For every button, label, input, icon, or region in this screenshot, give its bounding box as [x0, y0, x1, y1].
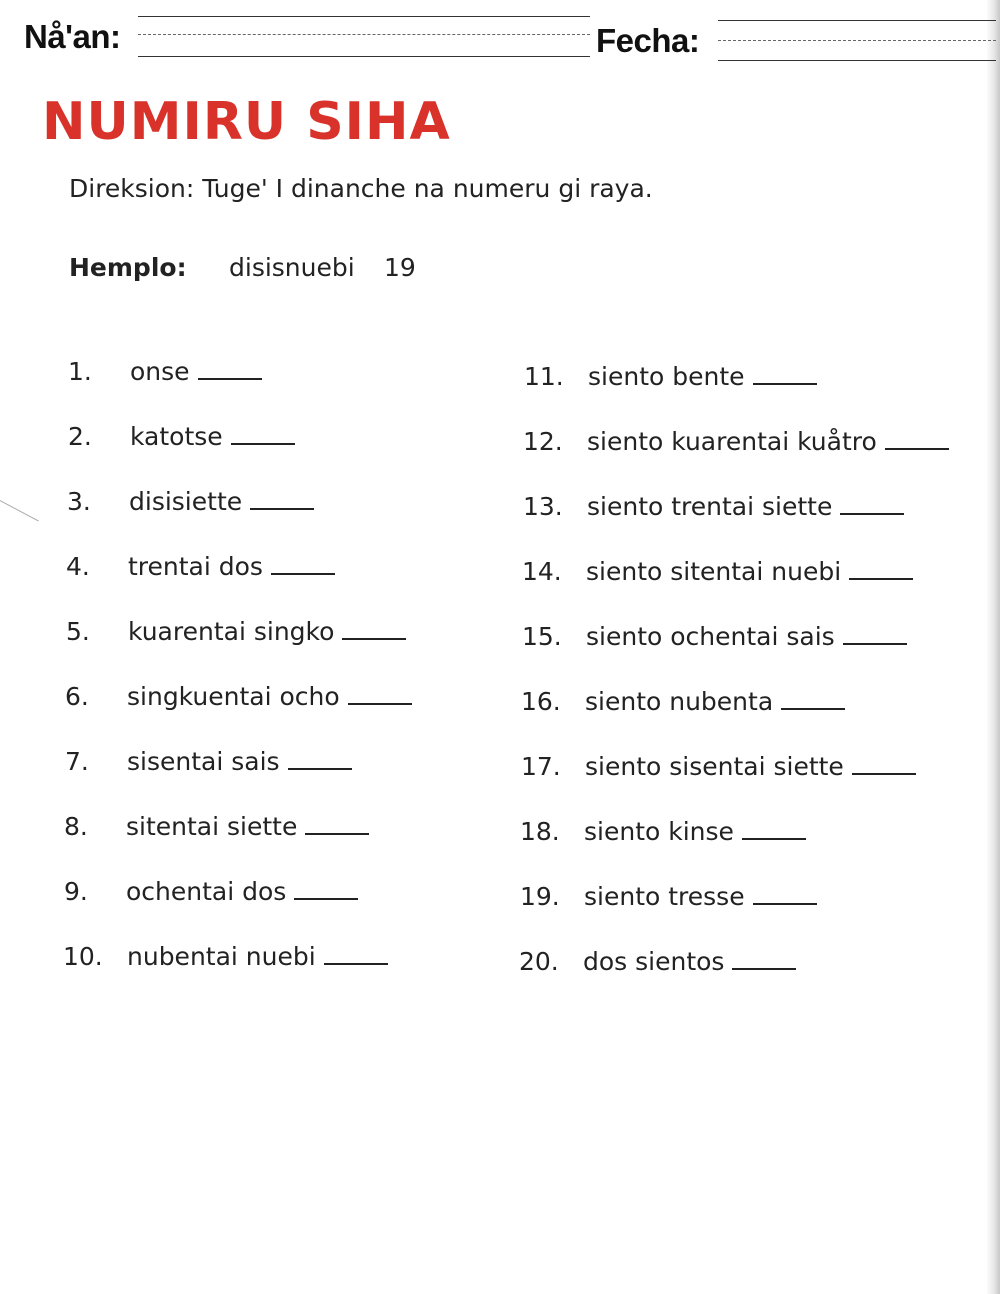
item-number: 20.	[519, 947, 559, 976]
item-number: 6.	[65, 682, 89, 711]
item-word: ochentai dos	[126, 877, 287, 906]
item-number: 13.	[523, 492, 563, 521]
item-word: trentai dos	[128, 552, 263, 581]
page-title: NUMIRU SIHA	[42, 92, 451, 152]
answer-blank[interactable]	[840, 491, 904, 515]
answer-blank[interactable]	[753, 361, 817, 385]
item-number: 10.	[63, 942, 103, 971]
item-word: siento nubenta	[585, 687, 774, 716]
answer-blank[interactable]	[231, 421, 295, 445]
list-item	[67, 486, 314, 516]
answer-blank[interactable]	[843, 621, 907, 645]
item-number: 17.	[521, 752, 561, 781]
item-number: 14.	[522, 557, 562, 586]
answer-blank[interactable]	[781, 686, 845, 710]
answer-blank[interactable]	[198, 356, 262, 380]
answer-blank[interactable]	[753, 881, 817, 905]
answer-blank[interactable]	[324, 941, 388, 965]
item-word: dos sientos	[583, 947, 725, 976]
answer-blank[interactable]	[852, 751, 916, 775]
item-number: 4.	[66, 552, 90, 581]
list-item	[522, 556, 913, 586]
name-field[interactable]	[138, 12, 590, 62]
item-word: siento tresse	[584, 882, 745, 911]
example-row	[69, 253, 416, 282]
item-word: siento sisentai siette	[585, 752, 844, 781]
item-word: siento trentai siette	[587, 492, 833, 521]
list-item	[64, 876, 358, 906]
item-number: 1.	[68, 357, 92, 386]
item-number: 3.	[67, 487, 91, 516]
item-number: 8.	[64, 812, 88, 841]
item-number: 12.	[523, 427, 563, 456]
item-word: siento kuarentai kuåtro	[587, 427, 877, 456]
answer-blank[interactable]	[271, 551, 335, 575]
list-item	[522, 621, 907, 651]
item-number: 5.	[66, 617, 90, 646]
list-item	[519, 946, 796, 976]
item-word: siento sitentai nuebi	[586, 557, 842, 586]
answer-blank[interactable]	[250, 486, 314, 510]
list-item	[66, 551, 335, 581]
list-item	[520, 881, 817, 911]
list-item	[521, 751, 916, 781]
list-item	[68, 421, 295, 451]
list-item	[68, 356, 262, 386]
item-word: siento ochentai sais	[586, 622, 835, 651]
scan-mark	[0, 500, 39, 557]
list-item	[520, 816, 806, 846]
item-word: sisentai sais	[127, 747, 280, 776]
page-edge	[986, 0, 1000, 1294]
example-word: disisnuebi	[229, 253, 355, 282]
answer-blank[interactable]	[885, 426, 949, 450]
item-word: siento bente	[588, 362, 745, 391]
item-word: katotse	[130, 422, 223, 451]
item-word: disisiette	[129, 487, 243, 516]
list-item	[523, 491, 904, 521]
answer-blank[interactable]	[742, 816, 806, 840]
item-number: 11.	[524, 362, 564, 391]
example-number: 19	[384, 253, 416, 282]
item-number: 16.	[521, 687, 561, 716]
item-number: 7.	[65, 747, 89, 776]
item-number: 9.	[64, 877, 88, 906]
item-number: 18.	[520, 817, 560, 846]
item-number: 19.	[520, 882, 560, 911]
date-field[interactable]	[718, 16, 996, 66]
directions-text: Direksion: Tuge' I dinanche na numeru gi raya.	[69, 174, 653, 203]
list-item	[65, 681, 412, 711]
item-number: 2.	[68, 422, 92, 451]
answer-blank[interactable]	[849, 556, 913, 580]
list-item	[66, 616, 406, 646]
date-label: Fecha:	[596, 22, 700, 59]
list-item	[523, 426, 949, 456]
item-word: siento kinse	[584, 817, 734, 846]
item-word: singkuentai ocho	[127, 682, 340, 711]
list-item	[521, 686, 845, 716]
list-item	[64, 811, 369, 841]
list-item	[63, 941, 388, 971]
answer-blank[interactable]	[732, 946, 796, 970]
item-word: nubentai nuebi	[127, 942, 316, 971]
name-label: Nå'an:	[24, 18, 121, 55]
answer-blank[interactable]	[294, 876, 358, 900]
item-number: 15.	[522, 622, 562, 651]
answer-blank[interactable]	[288, 746, 352, 770]
item-word: sitentai siette	[126, 812, 298, 841]
item-word: kuarentai singko	[128, 617, 335, 646]
answer-blank[interactable]	[305, 811, 369, 835]
example-label: Hemplo:	[69, 253, 187, 282]
answer-blank[interactable]	[348, 681, 412, 705]
item-word: onse	[130, 357, 190, 386]
answer-blank[interactable]	[342, 616, 406, 640]
list-item	[65, 746, 352, 776]
list-item	[524, 361, 817, 391]
